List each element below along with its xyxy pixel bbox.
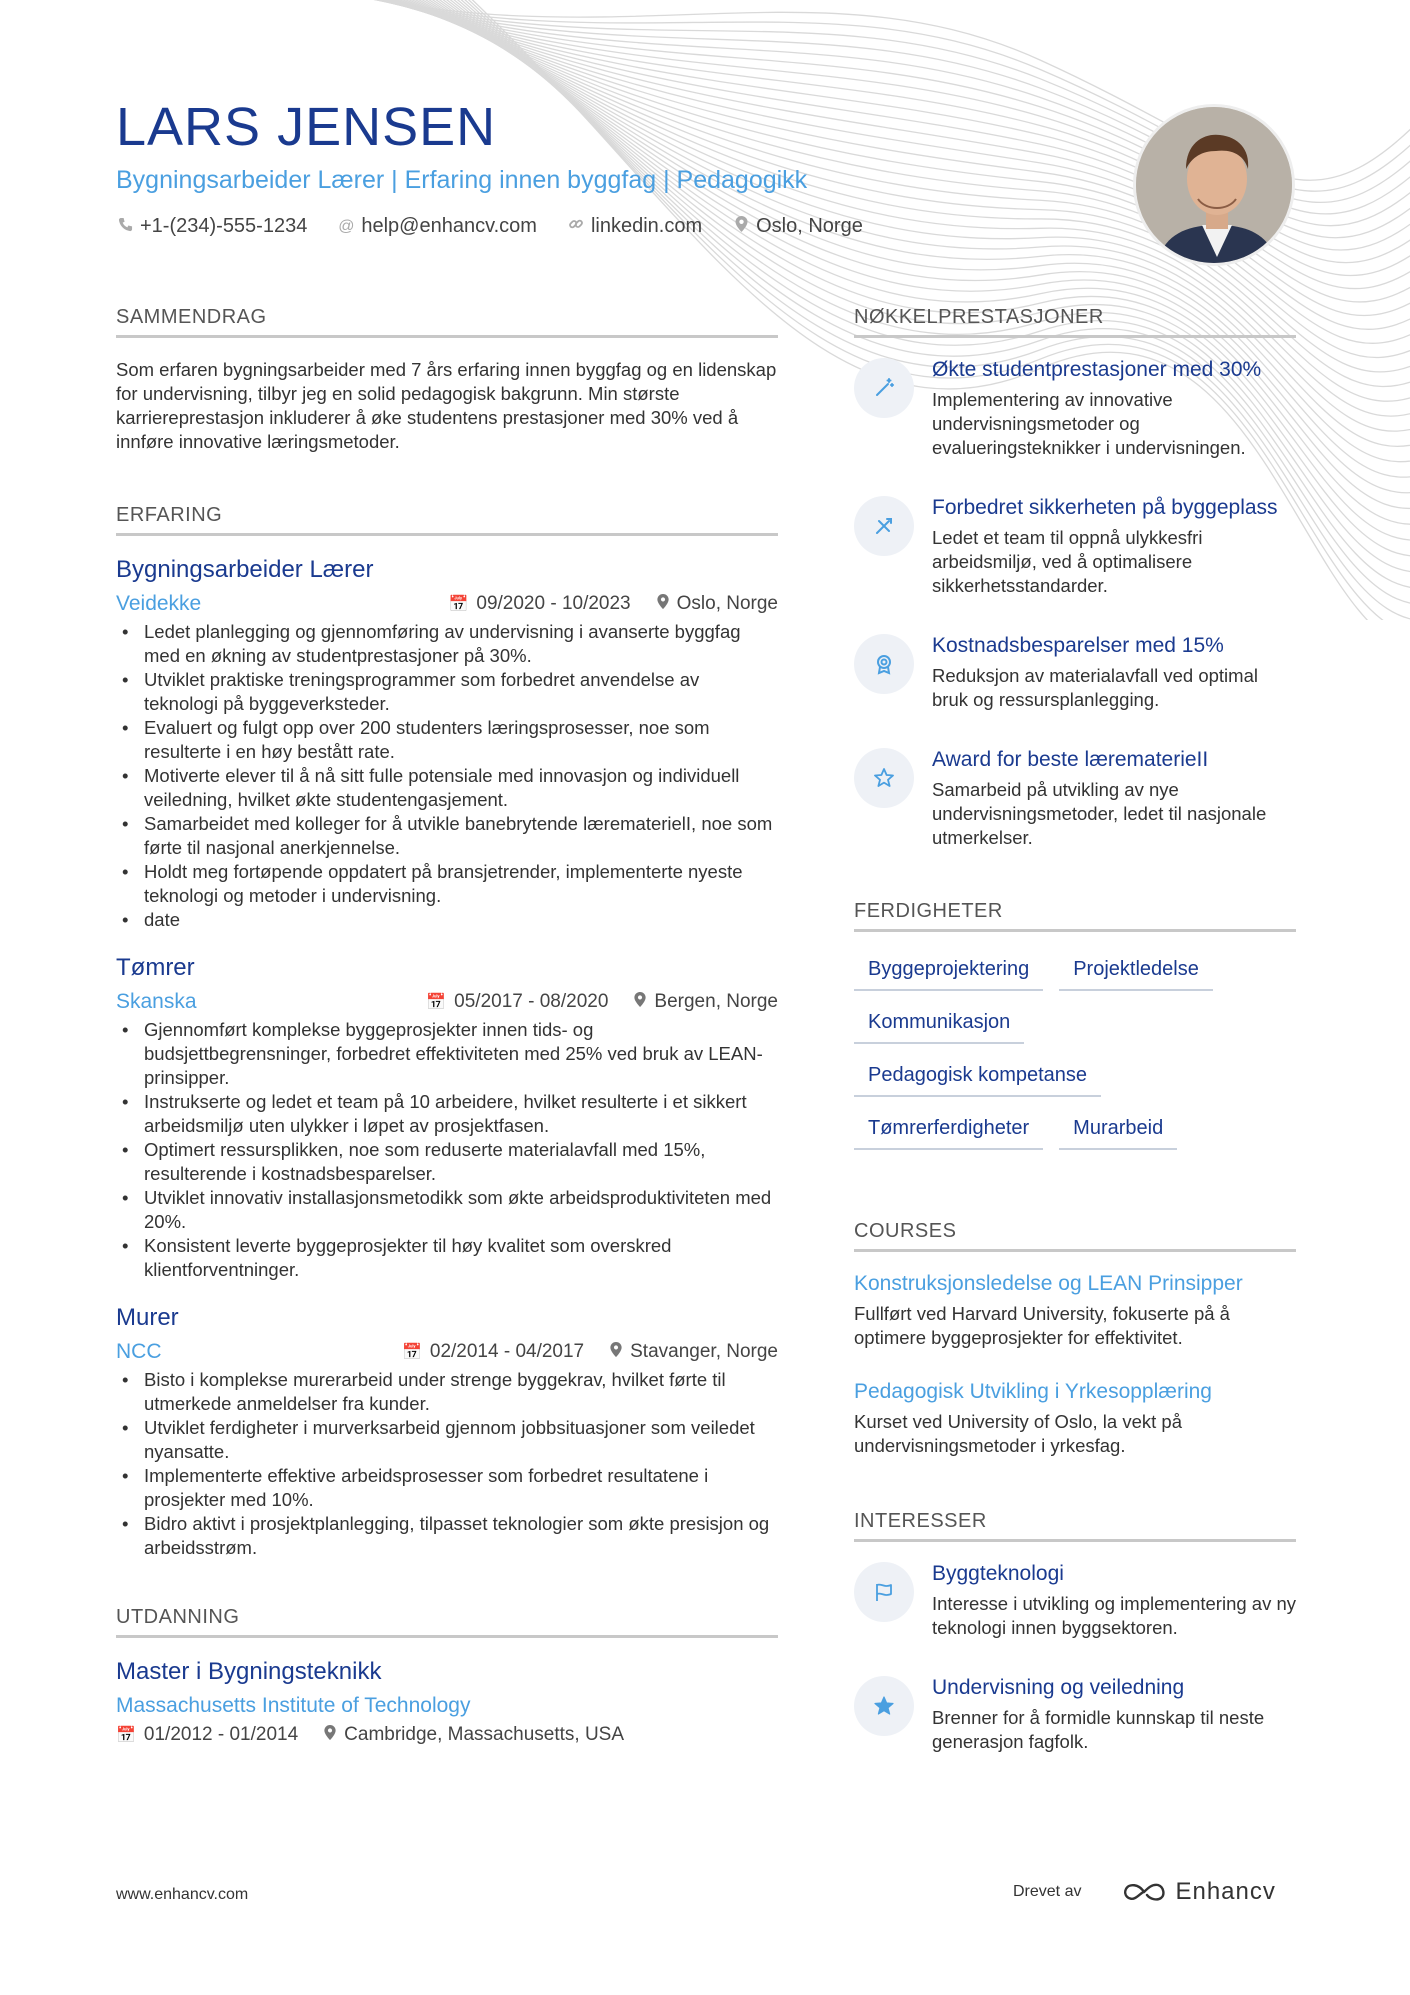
star-icon <box>854 748 914 808</box>
job-location: Stavanger, Norge <box>630 1341 778 1362</box>
job-meta <box>116 1340 778 1364</box>
left-column <box>116 306 778 1746</box>
section-title-courses: COURSES <box>854 1220 1296 1252</box>
tools-icon <box>854 496 914 556</box>
footer-brand <box>1013 1878 1276 1906</box>
bullet-item: • Ledet planlegging og gjennomføring av undervisning i avanserte byggfag med en økning av studentprestasjoner på 30%. <box>116 620 778 668</box>
contact-phone <box>116 215 307 238</box>
company-name: NCC <box>116 1340 162 1363</box>
course-title: Konstruksjonsledelse og LEAN Prinsipper <box>854 1272 1243 1295</box>
brand-logo[interactable] <box>1121 1878 1275 1906</box>
bullet-item: • Holdt meg fortøpende oppdatert på bransjetrender, implementerte nyeste teknologi og metoder i undervisning. <box>116 860 778 908</box>
bullet-item: • Motiverte elever til å nå sitt fulle potensiale med innovasjon og individuell veiledning, hvilket økte studentengasjement. <box>116 764 778 812</box>
location-pin-icon <box>324 1725 336 1745</box>
interest-title: Undervisning og veiledning <box>932 1676 1185 1699</box>
contact-location <box>732 215 863 238</box>
phone-icon <box>116 217 134 237</box>
infinity-logo-icon <box>1121 1880 1167 1904</box>
achievement-item <box>854 358 1296 460</box>
location-pin-icon <box>634 992 646 1012</box>
resume-header <box>116 96 1116 238</box>
contact-linkedin[interactable] <box>567 215 702 238</box>
right-column <box>854 306 1296 1790</box>
interest-item <box>854 1562 1296 1640</box>
section-title-interests: INTERESSER <box>854 1510 1296 1542</box>
contact-email[interactable] <box>337 215 537 238</box>
bullet-item: • Utviklet praktiske treningsprogrammer som forbedret anvendelse av teknologi på byggeverksteder. <box>116 668 778 716</box>
achievement-desc: Reduksjon av materialavfall ved optimal bruk og ressursplanlegging. <box>932 665 1258 710</box>
job-meta <box>116 990 778 1014</box>
degree-title: Master i Bygningsteknikk <box>116 1658 382 1685</box>
interest-desc: Brenner for å formidle kunnskap til neste generasjon fagfolk. <box>932 1707 1265 1752</box>
location-pin-icon <box>610 1342 622 1362</box>
summary-text: Som erfaren bygningsarbeider med 7 års erfaring innen byggfag og en lidenskap for undervisning, tilbyr jeg en solid pedagogisk bakgrunn. Min største karriereprestasjon inkluderer å øke studentens prestasjoner med 30% ved å innføre innovative læringsmetoder. <box>116 359 777 452</box>
course-item <box>854 1272 1296 1350</box>
skill-tag: Tømrerferdigheter <box>854 1111 1043 1150</box>
achievement-item <box>854 748 1296 850</box>
job-entry <box>116 954 778 1282</box>
achievement-item <box>854 496 1296 598</box>
job-title: Bygningsarbeider Lærer <box>116 556 374 583</box>
school-name: Massachusetts Institute of Technology <box>116 1694 471 1717</box>
contact-list <box>116 215 1116 238</box>
job-bullets <box>116 620 778 932</box>
achievement-item <box>854 634 1296 712</box>
job-dates: 02/2014 - 04/2017 <box>429 1341 585 1362</box>
skill-tag: Kommunikasjon <box>854 1005 1024 1044</box>
bullet-item: • Optimert ressursplikken, noe som reduserte materialavfall med 15%, resulterende i kostnadsbesparelser. <box>116 1138 778 1186</box>
course-title: Pedagogisk Utvikling i Yrkesopplæring <box>854 1380 1212 1403</box>
linkedin-text[interactable]: linkedin.com <box>590 215 703 237</box>
section-title-experience: ERFARING <box>116 504 778 536</box>
bullet-item: • Gjennomført komplekse byggeprosjekter innen tids- og budsjettbegrensninger, forbedret effektiviteten med 25% ved bruk av LEAN-prinsipper. <box>116 1018 778 1090</box>
calendar-icon: 📅 <box>401 1344 422 1361</box>
brand-name: Enhancv <box>1175 1878 1276 1905</box>
achievement-title: Forbedret sikkerheten på byggeplass <box>932 496 1278 519</box>
candidate-name: LARS JENSEN <box>116 97 497 157</box>
calendar-icon: 📅 <box>116 1727 136 1744</box>
skill-tag: Projektledelse <box>1059 952 1213 991</box>
bullet-item: • Bisto i komplekse murerarbeid under strenge byggekrav, hvilket førte til utmerkede anmeldelser fra kunder. <box>116 1368 778 1416</box>
link-icon <box>567 216 585 237</box>
interest-desc: Interesse i utvikling og implementering av ny teknologi innen byggsektoren. <box>932 1593 1297 1638</box>
education-location: Cambridge, Massachusetts, USA <box>344 1724 625 1745</box>
job-entry <box>116 1304 778 1560</box>
section-title-summary: SAMMENDRAG <box>116 306 778 338</box>
flag-icon <box>854 1562 914 1622</box>
bullet-item: • Instrukserte og ledet et team på 10 arbeidere, hvilket resulterte i et sikkert arbeidsmiljø uten ulykker i løpet av prosjektfasen. <box>116 1090 778 1138</box>
section-title-education: UTDANNING <box>116 1606 778 1638</box>
bullet-item: • Utviklet ferdigheter i murverksarbeid gjennom jobbsituasjoner som veiledet nyansatte. <box>116 1416 778 1464</box>
star-icon <box>854 1676 914 1736</box>
achievement-title: Award for beste lærematerieII <box>932 748 1209 771</box>
interest-item <box>854 1676 1296 1754</box>
job-location: Bergen, Norge <box>654 991 778 1012</box>
course-desc: Kurset ved University of Oslo, la vekt på undervisningsmetoder i yrkesfag. <box>854 1411 1182 1456</box>
job-dates: 09/2020 - 10/2023 <box>476 593 631 614</box>
magic-wand-icon <box>854 358 914 418</box>
course-item <box>854 1380 1296 1458</box>
interest-title: Byggteknologi <box>932 1562 1064 1585</box>
section-title-achievements: NØKKELPRESTASJONER <box>854 306 1296 338</box>
bullet-item: • Samarbeidet med kolleger for å utvikle banebrytende lærematerielI, noe som førte til nasjonal anerkjennelse. <box>116 812 778 860</box>
education-meta <box>116 1724 778 1746</box>
bullet-item: • Evaluert og fulgt opp over 200 studenters læringsprosesser, noe som resulterte i en høy bestått rate. <box>116 716 778 764</box>
achievement-title: Økte studentprestasjoner med 30% <box>932 358 1262 381</box>
bullet-item: • date <box>116 908 778 932</box>
email-text[interactable]: help@enhancv.com <box>361 215 537 237</box>
powered-by-text: Drevet av <box>1013 1883 1082 1900</box>
at-icon: @ <box>338 217 355 235</box>
achievement-title: Kostnadsbesparelser med 15% <box>932 634 1224 657</box>
course-desc: Fullført ved Harvard University, fokuserte på å optimere byggeprosjekter for effektivitet. <box>854 1303 1230 1348</box>
phone-text: +1-(234)-555-1234 <box>140 215 308 237</box>
job-title: Murer <box>116 1304 179 1331</box>
calendar-icon: 📅 <box>448 596 469 613</box>
job-location: Oslo, Norge <box>676 593 778 614</box>
achievement-desc: Implementering av innovative undervisningsmetoder og evalueringsteknikker i undervisningen. <box>932 389 1246 458</box>
achievement-desc: Ledet et team til oppnå ulykkesfri arbeidsmiljø, ved å optimalisere sikkerhetsstandarder. <box>932 527 1203 596</box>
achievement-desc: Samarbeid på utvikling av nye undervisningsmetoder, ledet til nasjonale utmerkelser. <box>932 779 1267 848</box>
job-meta <box>116 592 778 616</box>
section-title-skills: FERDIGHETER <box>854 900 1296 932</box>
skill-tag: Byggeprojektering <box>854 952 1043 991</box>
bullet-item: • Konsistent leverte byggeprosjekter til høy kvalitet som overskred klientforventninger. <box>116 1234 778 1282</box>
job-entry <box>116 556 778 932</box>
skills-list <box>854 952 1296 1150</box>
company-name: Skanska <box>116 990 197 1013</box>
job-bullets <box>116 1368 778 1560</box>
skill-tag: Pedagogisk kompetanse <box>854 1058 1101 1097</box>
skill-tag: Murarbeid <box>1059 1111 1177 1150</box>
company-name: Veidekke <box>116 592 202 615</box>
footer-url[interactable]: www.enhancv.com <box>116 1886 249 1903</box>
job-dates: 05/2017 - 08/2020 <box>454 991 609 1012</box>
calendar-icon: 📅 <box>426 994 447 1011</box>
headline: Bygningsarbeider Lærer | Erfaring innen byggfag | Pedagogikk <box>116 166 808 194</box>
award-icon <box>854 634 914 694</box>
job-title: Tømrer <box>116 954 195 981</box>
bullet-item: • Implementerte effektive arbeidsprosesser som forbedret resultatene i prosjekter med 10%. <box>116 1464 778 1512</box>
location-pin-icon <box>657 594 669 614</box>
job-bullets <box>116 1018 778 1282</box>
profile-photo <box>1133 104 1295 266</box>
location-pin-icon <box>732 216 750 237</box>
bullet-item: • Bidro aktivt i prosjektplanlegging, tilpasset teknologier som økte presisjon og arbeidsstrøm. <box>116 1512 778 1560</box>
education-dates: 01/2012 - 01/2014 <box>143 1724 299 1745</box>
bullet-item: • Utviklet innovativ installasjonsmetodikk som økte arbeidsproduktiviteten med 20%. <box>116 1186 778 1234</box>
location-text: Oslo, Norge <box>756 215 863 237</box>
